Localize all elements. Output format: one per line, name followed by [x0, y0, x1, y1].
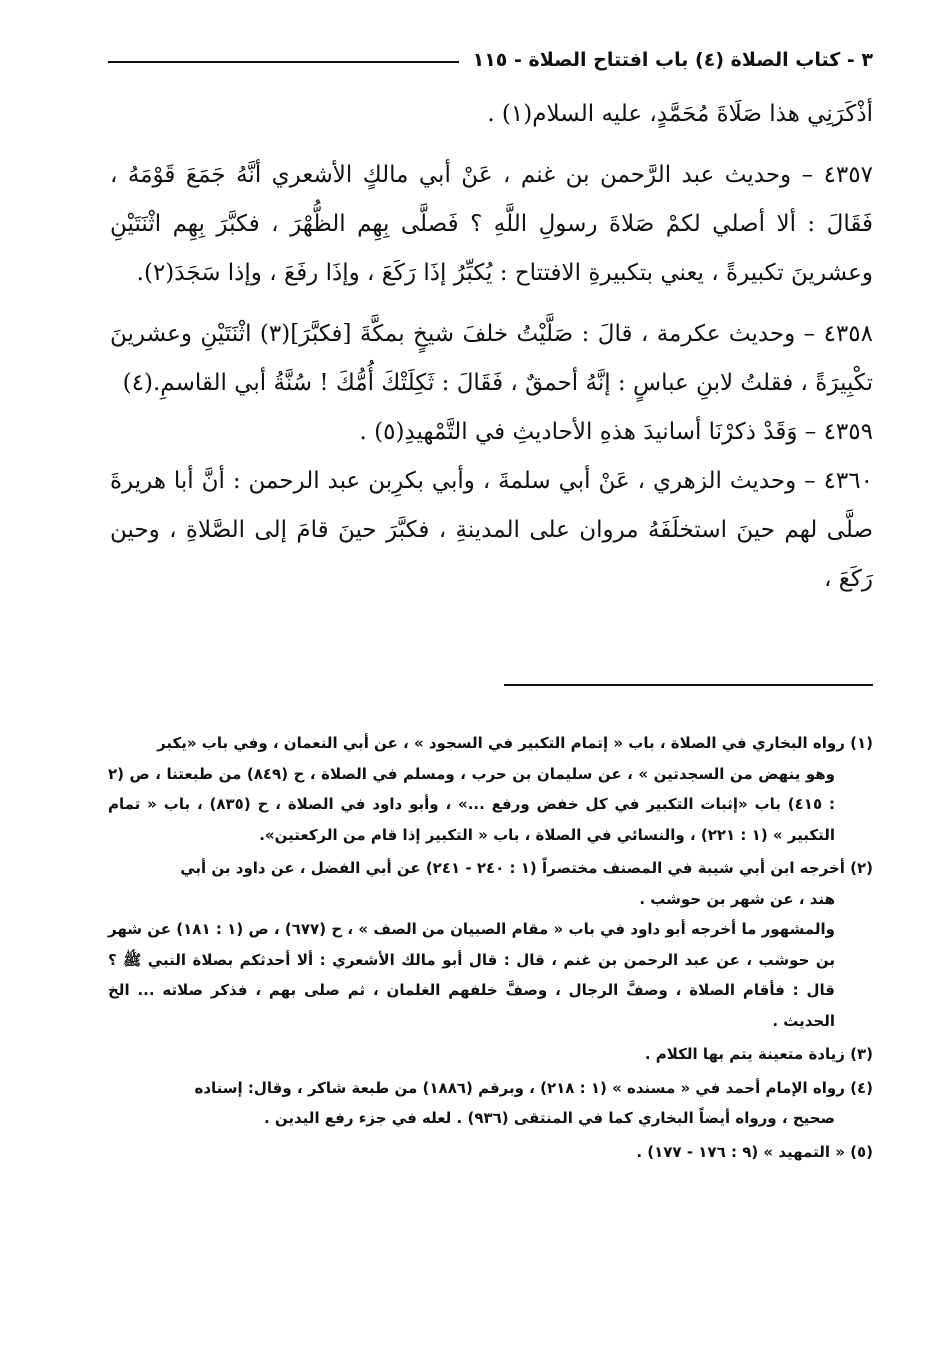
footnote-text: رواه الإمام أحمد في « مسنده » (١ : ٢١٨) ، وبرقم (١٨٨٦) من طبعة شاكر ، وقال: إسناده	[194, 1078, 845, 1097]
footnote-text: رواه البخاري في الصلاة ، باب « إتمام التكبير في السجود » ، عن أبي النعمان ، وفي باب «يكبر	[157, 734, 845, 752]
footnote-4	[108, 1073, 873, 1134]
footnotes	[108, 728, 873, 1170]
paragraph-continuation: أذْكَرَنِي هذا صَلَاةَ مُحَمَّدٍ، عليه السلام(١) .	[487, 101, 873, 127]
main-text	[110, 90, 873, 604]
footnote-continuation: هند ، عن شهر بن حوشب .	[639, 889, 835, 908]
footnote-continuation: صحيح ، ورواه أيضاً البخاري كما في المنتقى (٩٣٦) . لعله في جزء رفع اليدين .	[263, 1109, 835, 1127]
header-rule	[108, 61, 459, 63]
footnote-number: (١)	[850, 734, 873, 752]
footnote-number: (٢)	[850, 859, 873, 877]
hadith-4358: ٤٣٥٨ – وحديث عكرمة ، قالَ : صَلَّيْتُ خلفَ شيخٍ بمكَّةَ [فكبَّرَ](٣) اثْنَتَيْنِ وعشرينَ تكْبِيرَةً ، فقلتُ لابنِ عباسٍ : إنَّهُ أحمقٌ ، فَقَالَ : ثَكِلَتْكَ أُمُّكَ ! سُنَّةُ أبي القاسمِ.(٤)	[110, 321, 873, 396]
footnote-number: (٣)	[850, 1045, 873, 1063]
hadith-4359: ٤٣٥٩ – وَقَدْ ذكرْنَا أسانيدَ هذهِ الأحاديثِ في التَّمْهيدِ(٥) .	[359, 419, 873, 445]
footnote-3	[108, 1039, 873, 1070]
footnote-separator	[504, 684, 873, 686]
running-title: ٣ - كتاب الصلاة (٤) باب افتتاح الصلاة - ١١٥	[472, 49, 873, 71]
footnote-number: (٤)	[850, 1078, 873, 1097]
hadith-4360: ٤٣٦٠ – وحديث الزهري ، عَنْ أبي سلمةَ ، وأبي بكرِبن عبد الرحمن : أنَّ أبا هريرةَ صلَّى لهم حينَ استخلَفَهُ مروان على المدينةِ ، فكبَّرَ حينَ قامَ إلى الصَّلاةِ ، وحين رَكَعَ ،	[110, 468, 873, 592]
footnote-continuation: وهو ينهض من السجدتين » ، عن سليمان بن حرب ، ومسلم في الصلاة ، ح (٨٤٩) من طبعتنا ، ص (٢ : ٤١٥) باب «إثبات التكبير في كل خفض ورفع ...» ، وأبو داود في الصلاة ، ح (٨٣٥) ، باب « تمام التكبير » (١ : ٢٢١) ، والنسائي في الصلاة ، باب « التكبير إذا قام من الركعتين».	[108, 764, 835, 844]
footnote-5	[108, 1137, 873, 1168]
footnote-number: (٥)	[850, 1142, 873, 1161]
hadith-4357: ٤٣٥٧ – وحديث عبد الرَّحمن بن غنم ، عَنْ أبي مالكٍ الأشعري أنَّهُ جَمَعَ قَوْمَهُ ، فَقَالَ : ألا أصلي لكمْ صَلاةَ رسولِ اللَّهِ ؟ فَصلَّى بِهِم الظُّهْرَ ، فكبَّرَ بِهِم اثْنَتَيْنِ وعشرينَ تكبيرةً ، يعني بتكبيرةِ الافتتاح : يُكبِّرُ إذَا رَكَعَ ، وإذَا رفَعَ ، وإذا سَجَدَ(٢).	[110, 162, 873, 286]
footnote-1	[108, 728, 873, 850]
page-header	[108, 40, 873, 80]
footnote-text: « التمهيد » (٩ : ١٧٦ - ١٧٧) .	[636, 1142, 845, 1161]
footnote-text: زيادة متعينة يتم بها الكلام .	[644, 1045, 845, 1063]
footnote-extra: والمشهور ما أخرجه أبو داود في باب « مقام الصبيان من الصف » ، ح (٦٧٧) ، ص (١ : ١٨١) عن شهر بن حوشب ، عن عبد الرحمن بن غنم ، قال : قال أبو مالك الأشعري : ألا أحدثكم بصلاة النبي ﷺ ؟ قال : فأقام الصلاة ، وصفَّ الرجال ، وصفَّ خلفهم الغلمان ، ثم صلى بهم ، فذكر صلاته ... الخ الحديث .	[108, 920, 835, 1030]
footnote-text: أخرجه ابن أبي شيبة في المصنف مختصراً (١ : ٢٤٠ - ٢٤١) عن أبي الفضل ، عن داود بن أبي	[180, 859, 845, 877]
footnote-2	[108, 853, 873, 1036]
